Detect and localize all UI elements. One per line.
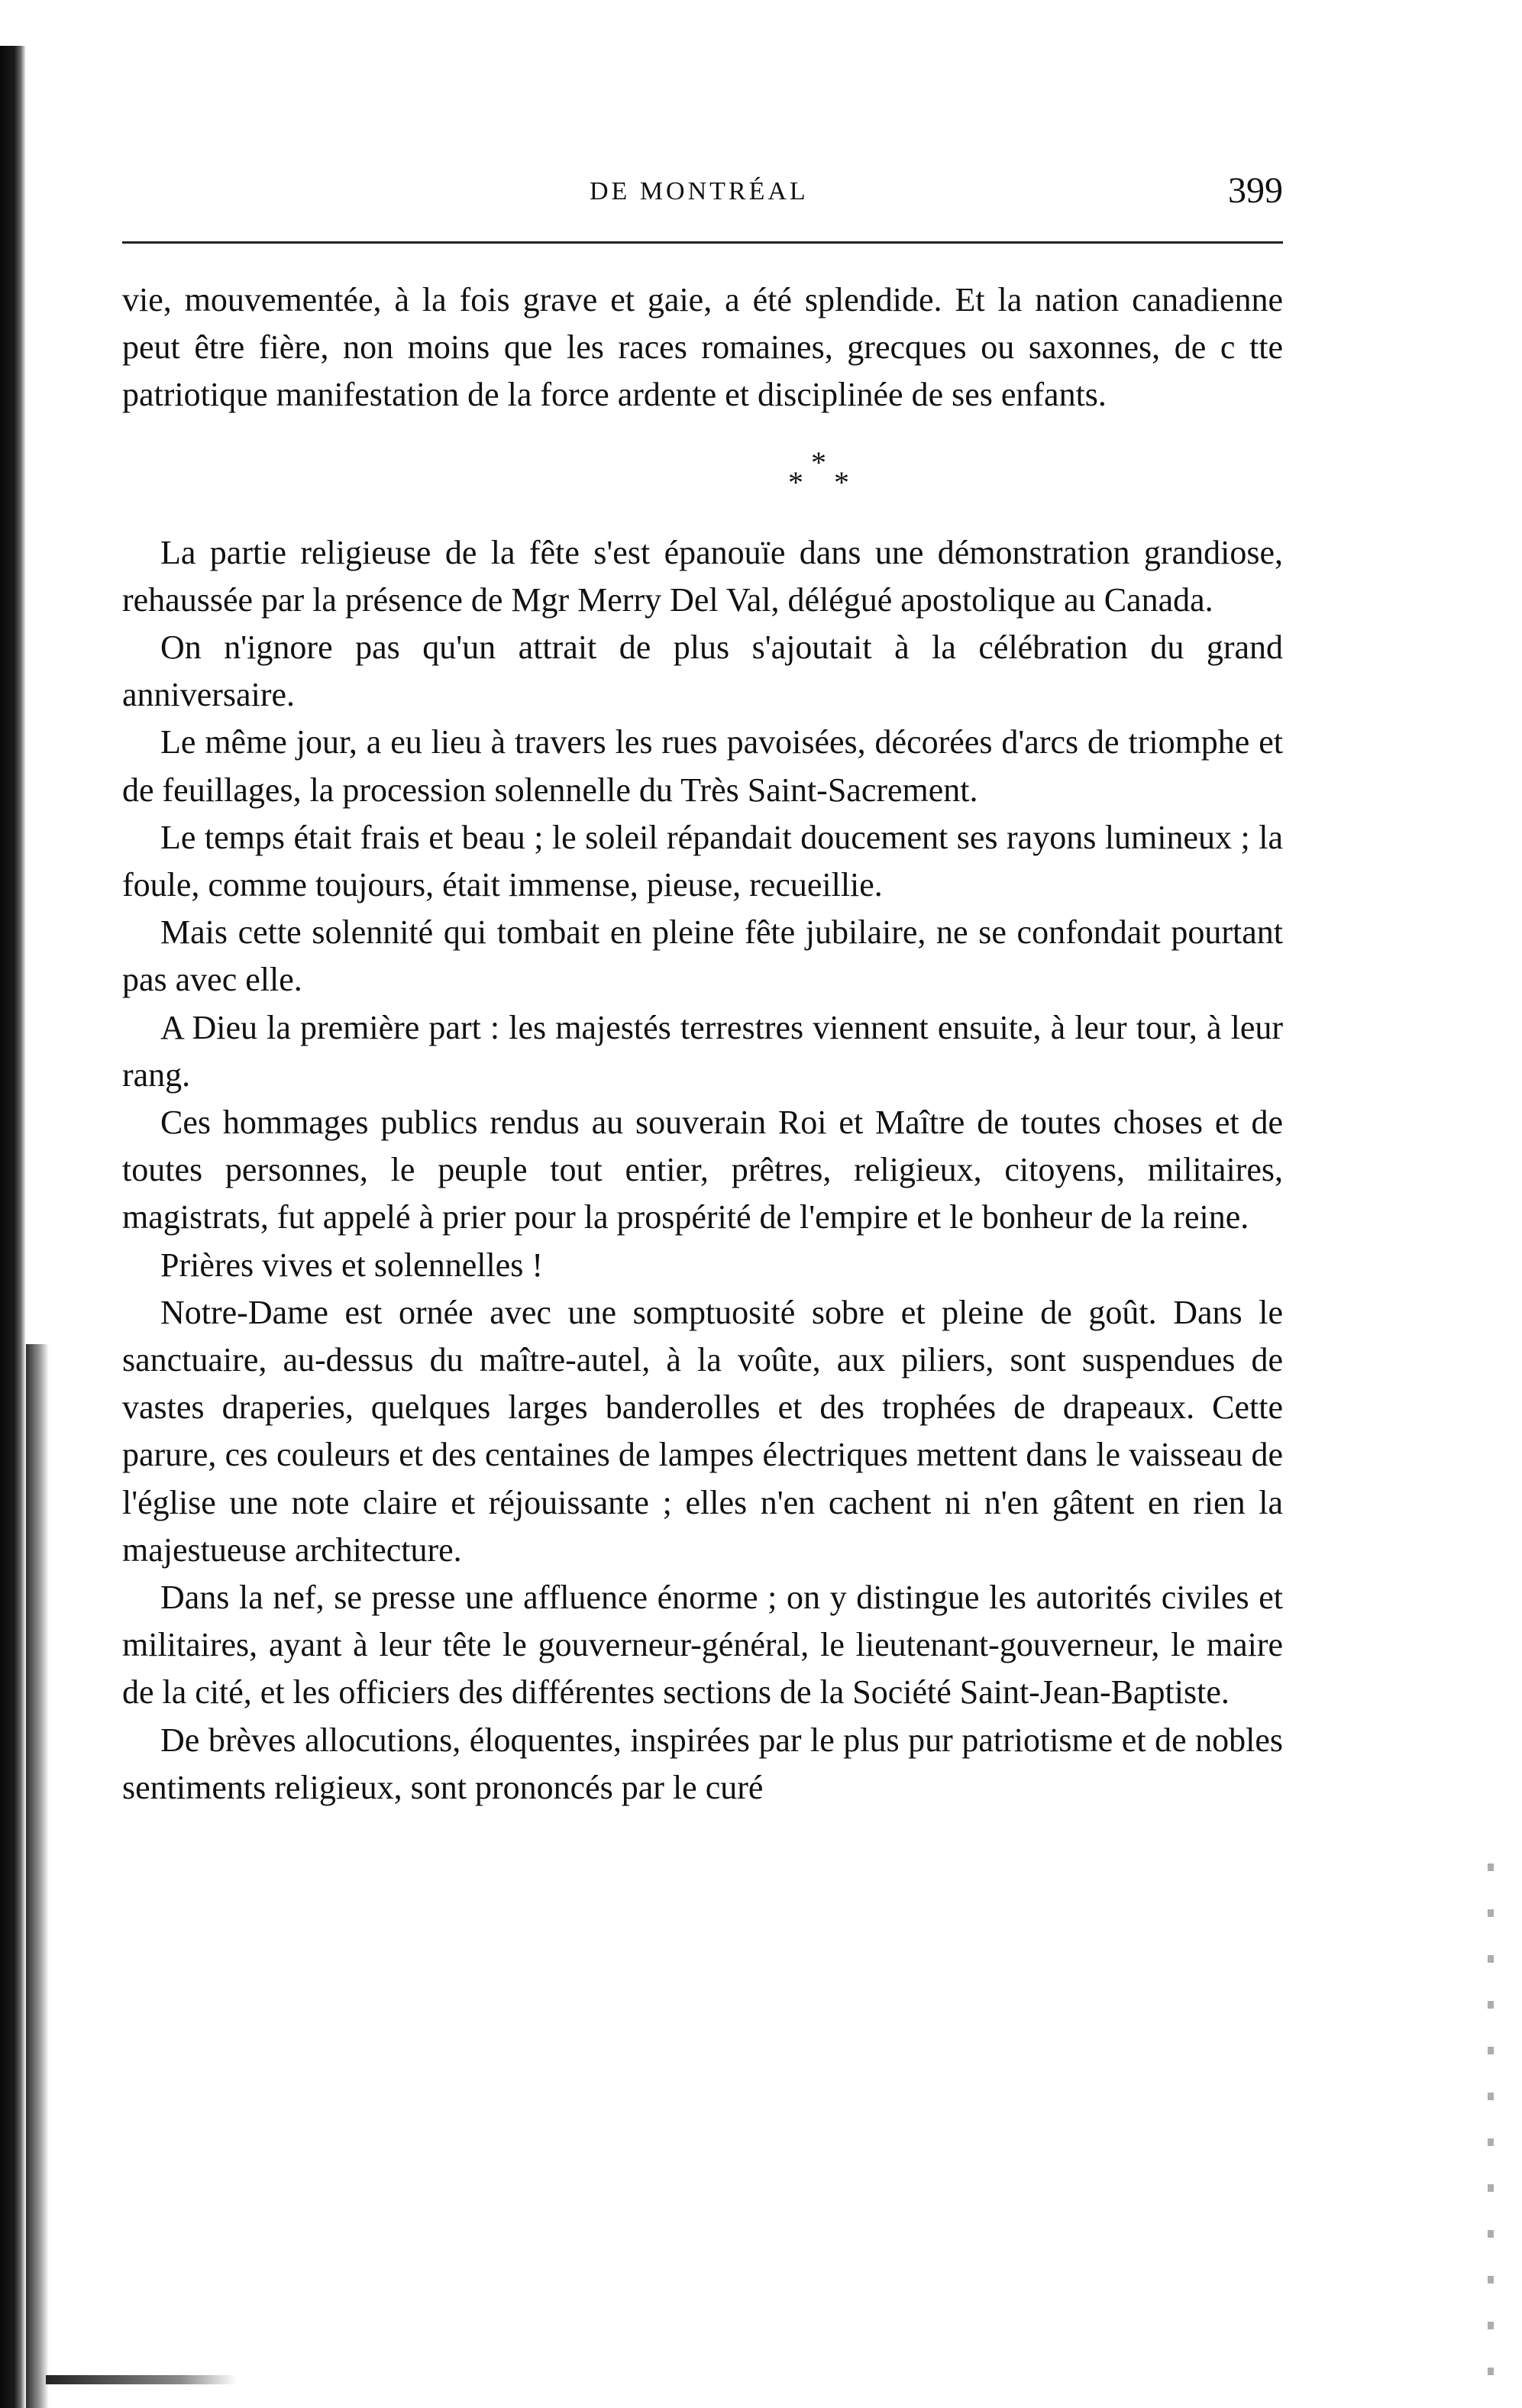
paragraph: Mais cette solennité qui tombait en pleine fête jubilaire, ne se confondait pourtant pas avec elle. xyxy=(122,913,1283,999)
paragraph: Notre-Dame est ornée avec une somptuosité sobre et pleine de goût. Dans le sanctuaire, au-dessus du maître-autel, à la voûte, aux piliers, sont suspendues de vastes draperies, quelques larges banderolles et des trophées de drapeaux. Cette parure, ces couleurs et des centaines de lampes électriques mettent dans le vaisseau de l'église une note claire et réjouissante ; elles n'en cachent ni n'en gâtent en rien la majestueuse architecture. xyxy=(122,1293,1283,1569)
asterism-star: * xyxy=(811,444,826,480)
asterism-star: * xyxy=(834,464,849,499)
paragraph: vie, mouvementée, à la fois grave et gaie, a été splendide. Et la nation canadienne peut être fière, non moins que les races romaines, grecques ou saxonnes, de c tte patriotique manifestation de la force ardente et disciplinée de ses enfants. xyxy=(122,281,1283,414)
page-body xyxy=(122,276,1283,1812)
paragraph: Ces hommages publics rendus au souverain Roi et Maître de toutes choses et de toutes personnes, le peuple tout entier, prêtres, religieux, citoyens, militaires, magistrats, fut appelé à prier pour la prospérité de l'empire et le bonheur de la reine. xyxy=(122,1104,1283,1236)
paragraph: Le temps était frais et beau ; le soleil répandait doucement ses rayons lumineux ; la foule, comme toujours, était immense, pieuse, recueillie. xyxy=(122,818,1283,904)
section-break-asterism xyxy=(122,444,1283,502)
scan-specks xyxy=(1488,1863,1494,2383)
paragraph: A Dieu la première part : les majestés terrestres viennent ensuite, à leur tour, à leur rang. xyxy=(122,1008,1283,1094)
paragraph: Prières vives et solennelles ! xyxy=(160,1246,543,1284)
paragraph: Dans la nef, se presse une affluence énorme ; on y distingue les autorités civiles et militaires, ayant à leur tête le gouverneur-général, le lieutenant-gouverneur, le maire de la cité, et les officiers des différentes sections de la Société Saint-Jean-Baptiste. xyxy=(122,1579,1283,1711)
paragraph: Le même jour, a eu lieu à travers les rues pavoisées, décorées d'arcs de triomphe et de feuillages, la procession solennelle du Très Saint-Sacrement. xyxy=(122,723,1283,809)
running-title: DE MONTRÉAL xyxy=(590,177,809,205)
paragraph: De brèves allocutions, éloquentes, inspirées par le plus pur patriotisme et de nobles sentiments religieux, sont prononcés par le curé xyxy=(122,1721,1283,1806)
paragraph: On n'ignore pas qu'un attrait de plus s'ajoutait à la célébration du grand anniversaire. xyxy=(122,629,1283,714)
header-rule xyxy=(122,241,1283,244)
running-head xyxy=(122,170,1283,215)
page-number: 399 xyxy=(1228,170,1283,211)
page-binding-shadow-lower xyxy=(26,1344,49,2408)
scan-artifact xyxy=(46,2375,237,2384)
page-binding-shadow xyxy=(0,46,26,2408)
paragraph: La partie religieuse de la fête s'est épanouïe dans une démonstration grandiose, rehaussée par la présence de Mgr Merry Del Val, délégué apostolique au Canada. xyxy=(122,533,1283,619)
asterism-star: * xyxy=(788,464,803,499)
